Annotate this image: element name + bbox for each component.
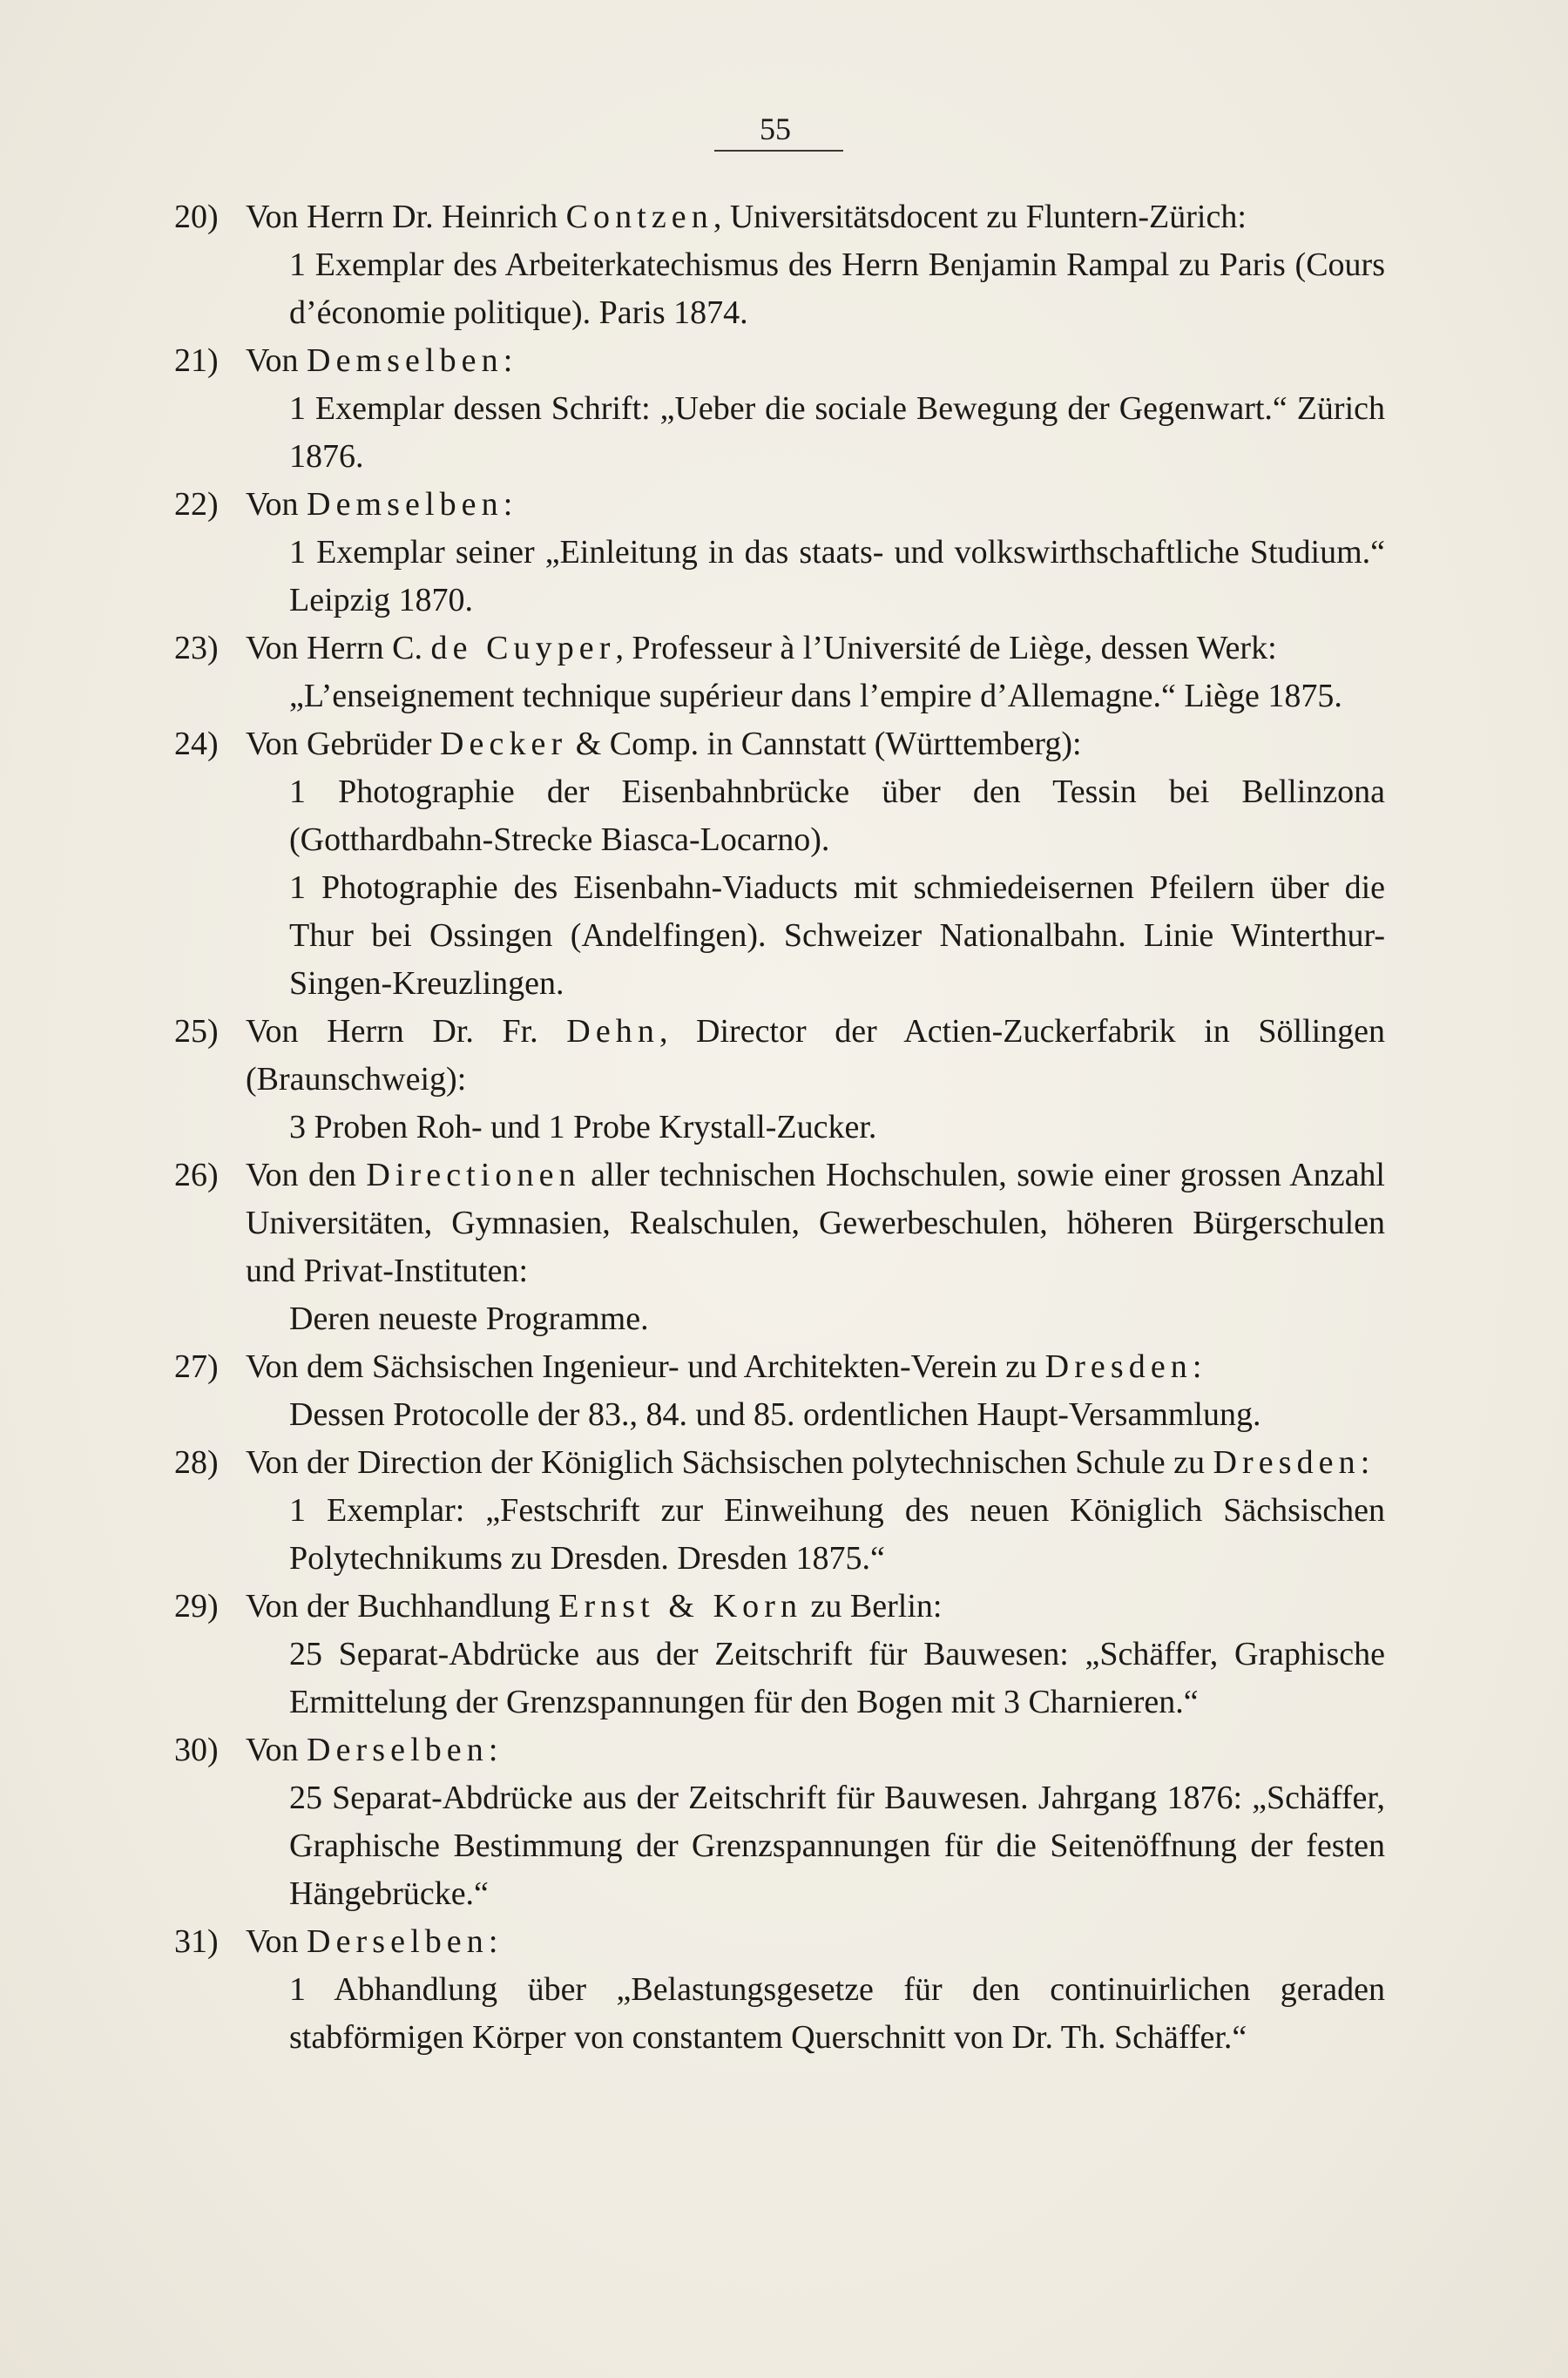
list-item [174, 1583, 1385, 1726]
entry-heading-text: Von den [246, 1157, 367, 1193]
entry-heading-text: Von Gebrüder [246, 726, 441, 762]
entry-heading-text: Von Herrn C. [246, 630, 431, 666]
list-item [174, 481, 1385, 625]
entry-number: 24) [174, 726, 219, 762]
entry-heading-text: : [1360, 1444, 1370, 1481]
list-item [174, 193, 1385, 337]
entry-number: 29) [174, 1588, 219, 1625]
entry-donor-name: Dresden [1213, 1444, 1361, 1481]
entry-number: 28) [174, 1444, 219, 1481]
entry-item-description: 3 Proben Roh- und 1 Probe Krystall-Zucker. [289, 1109, 877, 1145]
entry-item-description: 25 Separat-Abdrücke aus der Zeitschrift für Bauwesen. Jahrgang 1876: „Schäffer, Graphische Bestimmung der Grenzspannungen für die Seitenöffnung der festen Hängebrücke.“ [289, 1780, 1385, 1912]
entry-heading-text: Von [246, 1732, 308, 1768]
entry-number: 22) [174, 486, 219, 523]
entry-heading-text: , Director der Actien-Zuckerfabrik in Söllingen (Braunschweig): [246, 1013, 1386, 1098]
entry-heading-text: zu Berlin: [802, 1588, 943, 1625]
entry-heading-text: Von dem Sächsischen Ingenieur- und Architekten-Verein zu [246, 1348, 1045, 1385]
page-number-rule [714, 150, 843, 152]
entry-item-description: 1 Exemplar: „Festschrift zur Einweihung des neuen Königlich Sächsischen Polytechnikums zu Dresden. Dresden 1875.“ [289, 1492, 1385, 1577]
entry-heading-text: : [488, 1732, 498, 1768]
entry-item-description: 1 Exemplar des Arbeiterkatechismus des Herrn Benjamin Rampal zu Paris (Cours d’économie politique). Paris 1874. [289, 247, 1385, 331]
entry-heading-text: Von Herrn Dr. Heinrich [246, 199, 566, 235]
entry-number: 23) [174, 630, 219, 666]
entry-heading-text: Von [246, 342, 308, 379]
entry-item-description: 1 Exemplar seiner „Einleitung in das staats- und volkswirthschaftliche Studium.“ Leipzig 1870. [289, 534, 1385, 618]
entry-item-description: „L’enseignement technique supérieur dans l’empire d’Allemagne.“ Liège 1875. [289, 678, 1342, 714]
list-item [174, 1439, 1385, 1583]
entry-donor-name: Dresden [1044, 1348, 1193, 1385]
entry-heading [246, 481, 1385, 529]
entry-donor-name: Ernst & Korn [558, 1588, 803, 1625]
entry-donor-name: de Cuyper [430, 630, 616, 666]
entry-item-description: 1 Photographie der Eisenbahnbrücke über den Tessin bei Bellinzona (Gotthardbahn-Strecke Biasca-Locarno). [289, 774, 1385, 858]
entry-heading [246, 1439, 1385, 1487]
entry-heading-text: : [503, 342, 513, 379]
entry-number: 21) [174, 342, 219, 379]
entry-donor-name: Decker [440, 726, 568, 762]
list-item [174, 1343, 1385, 1439]
entry-heading-text: : [1192, 1348, 1202, 1385]
entry-heading [246, 1008, 1385, 1104]
entry-number: 31) [174, 1923, 219, 1960]
entry-heading [246, 1726, 1385, 1774]
entry-heading [246, 1583, 1385, 1631]
entry-donor-name: Derselben [307, 1732, 489, 1768]
entry-heading [246, 720, 1385, 768]
list-item [174, 1918, 1385, 2062]
list-item [174, 720, 1385, 1008]
list-item [174, 625, 1385, 720]
entry-heading-text: , Professeur à l’Université de Liège, dessen Werk: [615, 630, 1277, 666]
entry-item-description: Dessen Protocolle der 83., 84. und 85. ordentlichen Haupt-Versammlung. [289, 1396, 1261, 1433]
entry-donor-name: Contzen [565, 199, 713, 235]
list-item [174, 1726, 1385, 1918]
list-item [174, 337, 1385, 481]
entry-item-description: 1 Photographie des Eisenbahn-Viaducts mit schmiedeisernen Pfeilern über die Thur bei Ossingen (Andelfingen). Schweizer Nationalbahn. Linie Winterthur-Singen-Kreuzlingen. [289, 869, 1385, 1002]
entry-item-description: 1 Exemplar dessen Schrift: „Ueber die sociale Bewegung der Gegenwart.“ Zürich 1876. [289, 390, 1385, 475]
entry-heading [246, 337, 1385, 385]
entry-item-description: 1 Abhandlung über „Belastungsgesetze für den continuirlichen geraden stabförmigen Körper von constantem Querschnitt von Dr. Th. Schäffer.“ [289, 1971, 1385, 2056]
acquisition-list [174, 193, 1385, 2062]
entry-heading-text: : [503, 486, 513, 523]
entry-donor-name: Dehn [566, 1013, 659, 1050]
entry-heading-text: Von [246, 1923, 308, 1960]
entry-donor-name: Demselben [307, 486, 504, 523]
entry-heading [246, 1343, 1385, 1391]
entry-donor-name: Directionen [366, 1157, 581, 1193]
list-item [174, 1008, 1385, 1152]
entry-heading [246, 625, 1385, 672]
entry-number: 27) [174, 1348, 219, 1385]
entry-number: 30) [174, 1732, 219, 1768]
list-item [174, 1152, 1385, 1343]
entry-donor-name: Derselben [307, 1923, 489, 1960]
entry-item-description: Deren neueste Programme. [289, 1300, 649, 1337]
entry-donor-name: Demselben [307, 342, 504, 379]
entry-heading-text: : [488, 1923, 498, 1960]
entry-heading-text: , Universitätsdocent zu Fluntern-Zürich: [713, 199, 1247, 235]
entry-heading-text: Von der Direction der Königlich Sächsischen polytechnischen Schule zu [246, 1444, 1213, 1481]
entry-heading-text: Von [246, 486, 308, 523]
entry-heading-text: Von der Buchhandlung [246, 1588, 559, 1625]
entry-heading [246, 1918, 1385, 1966]
entry-heading [246, 193, 1385, 241]
entry-number: 20) [174, 199, 219, 235]
entry-item-description: 25 Separat-Abdrücke aus der Zeitschrift für Bauwesen: „Schäffer, Graphische Ermittelung der Grenzspannungen für den Bogen mit 3 Charnieren.“ [289, 1636, 1385, 1720]
entry-heading-text: aller technischen Hochschulen, sowie einer grossen Anzahl Universitäten, Gymnasien, Realschulen, Gewerbeschulen, höheren Bürgerschulen und Privat-Instituten: [246, 1157, 1385, 1289]
entry-heading-text: & Comp. in Cannstatt (Württemberg): [567, 726, 1082, 762]
entry-number: 26) [174, 1157, 219, 1193]
entry-heading-text: Von Herrn Dr. Fr. [246, 1013, 567, 1050]
entry-number: 25) [174, 1013, 219, 1050]
page-number: 55 [760, 111, 791, 146]
entry-heading [246, 1152, 1385, 1295]
